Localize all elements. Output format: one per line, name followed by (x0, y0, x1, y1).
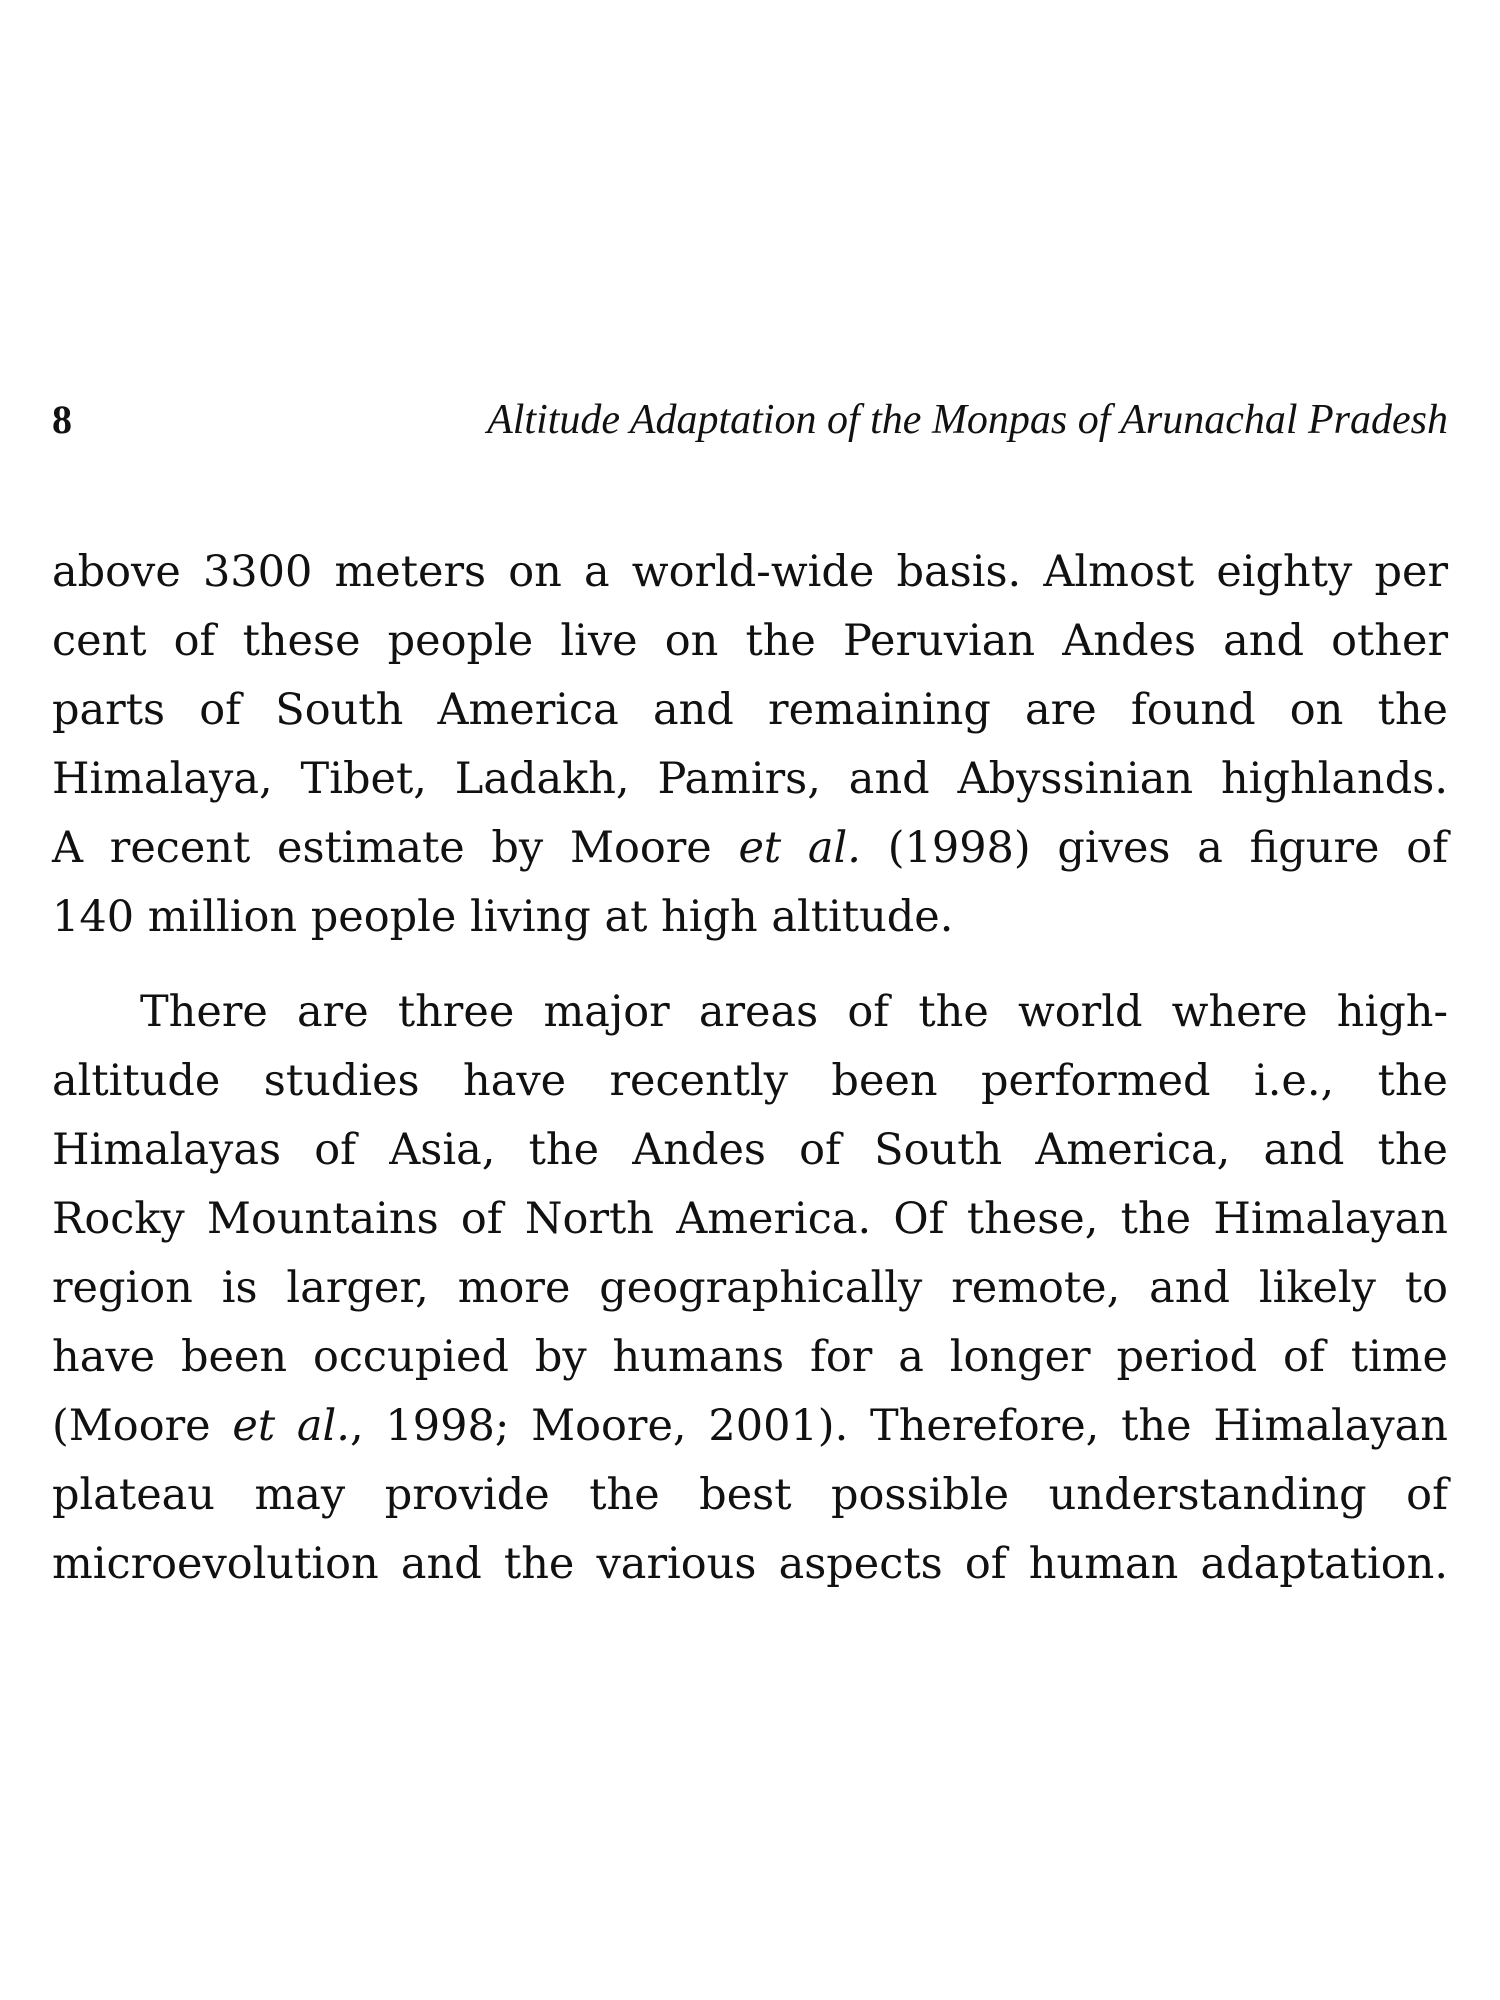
body-text (52, 538, 1448, 1599)
text-run: There are three major areas of the world where high- (140, 987, 1448, 1037)
paragraph-1 (52, 538, 1448, 952)
text-line: have been occupied by humans for a longer period of time (52, 1332, 1448, 1382)
text-line: region is larger, more geographically remote, and likely to (52, 1263, 1448, 1313)
text-line: altitude studies have recently been performed i.e., the (52, 1056, 1448, 1106)
page-number: 8 (52, 397, 72, 442)
citation-etal: et al. (738, 823, 861, 873)
text-run: (Moore (52, 1401, 233, 1451)
running-title: Altitude Adaptation of the Monpas of Arunachal Pradesh (487, 397, 1448, 443)
text-line: Himalayas of Asia, the Andes of South America, and the (52, 1125, 1448, 1175)
text-run: , 1998; Moore, 2001). Therefore, the Himalayan (349, 1401, 1448, 1451)
text-run: A recent estimate by Moore (52, 823, 739, 873)
text-line (52, 1392, 1448, 1461)
text-line: plateau may provide the best possible understanding of (52, 1470, 1448, 1520)
text-line: Himalaya, Tibet, Ladakh, Pamirs, and Abyssinian highlands. (52, 754, 1448, 804)
text-line: 140 million people living at high altitude. (52, 892, 954, 942)
text-line: above 3300 meters on a world-wide basis. Almost eighty per (52, 547, 1448, 597)
paragraph-2 (52, 978, 1448, 1599)
text-run: (1998) gives a figure of (860, 823, 1448, 873)
citation-etal: et al. (232, 1401, 350, 1451)
text-line: microevolution and the various aspects of human adaptation. (52, 1539, 1448, 1589)
running-head (52, 392, 1448, 448)
text-line: parts of South America and remaining are found on the (52, 685, 1448, 735)
text-line: Rocky Mountains of North America. Of these, the Himalayan (52, 1194, 1448, 1244)
text-line: cent of these people live on the Peruvian Andes and other (52, 616, 1448, 666)
text-line (52, 978, 1448, 1047)
text-line (52, 814, 1448, 883)
